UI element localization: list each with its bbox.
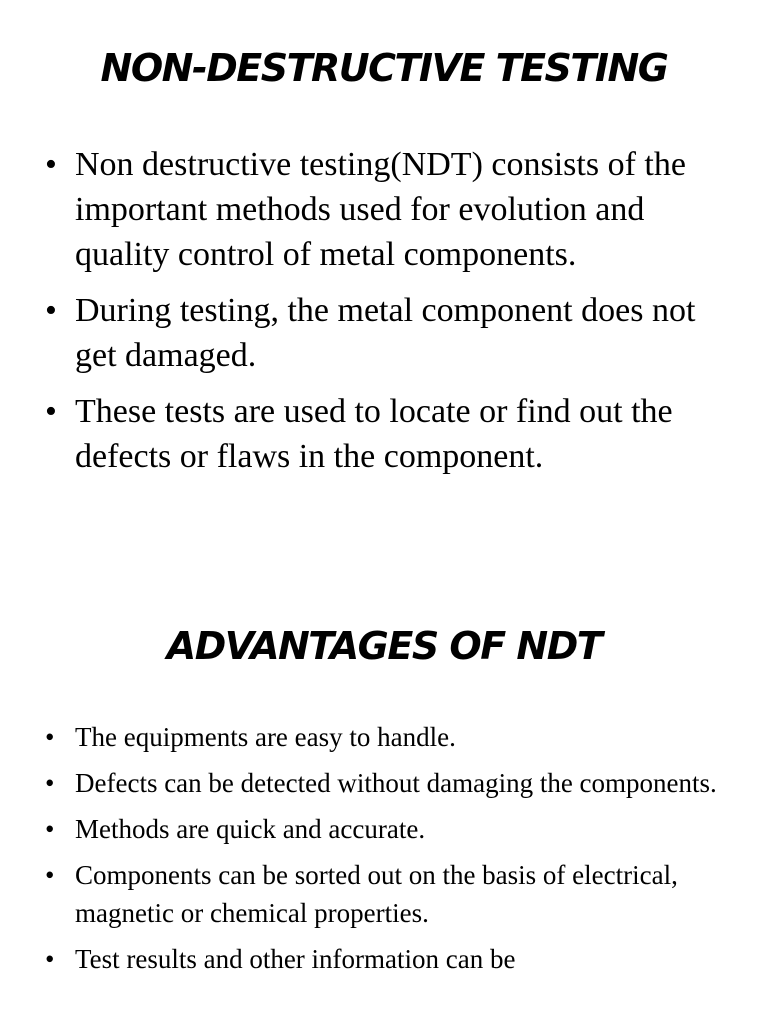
bullet-icon: • [45, 393, 57, 430]
bullet-list [45, 718, 735, 986]
list-item-text: The equipments are easy to handle. [75, 722, 456, 752]
bullet-icon: • [45, 944, 55, 974]
list-item-text: Components can be sorted out on the basis of electrical, magnetic or chemical properties. [75, 860, 678, 928]
slide-title: ADVANTAGES OF NDT [166, 624, 602, 668]
slide-advantages-of-ndt [0, 512, 768, 1024]
list-item-text: During testing, the metal component does not get damaged. [75, 292, 696, 374]
list-item [45, 142, 735, 277]
list-item-text: Non destructive testing(NDT) consists of the important methods used for evolution and quality control of metal components. [75, 146, 686, 273]
list-item [45, 810, 735, 848]
slide-title: NON-DESTRUCTIVE TESTING [100, 46, 668, 90]
list-item [45, 940, 735, 978]
list-item-text: Defects can be detected without damaging the components. [75, 768, 717, 798]
list-item-text: Test results and other information can be [75, 944, 516, 974]
bullet-icon: • [45, 768, 55, 798]
bullet-icon: • [45, 860, 55, 890]
list-item [45, 389, 735, 479]
bullet-icon: • [45, 292, 57, 329]
list-item [45, 718, 735, 756]
list-item [45, 764, 735, 802]
list-item [45, 856, 735, 932]
list-item-text: These tests are used to locate or find out the defects or flaws in the component. [75, 393, 673, 475]
list-item-text: Methods are quick and accurate. [75, 814, 426, 844]
bullet-icon: • [45, 722, 55, 752]
bullet-list [45, 142, 735, 490]
bullet-icon: • [45, 146, 57, 183]
list-item [45, 288, 735, 378]
bullet-icon: • [45, 814, 55, 844]
